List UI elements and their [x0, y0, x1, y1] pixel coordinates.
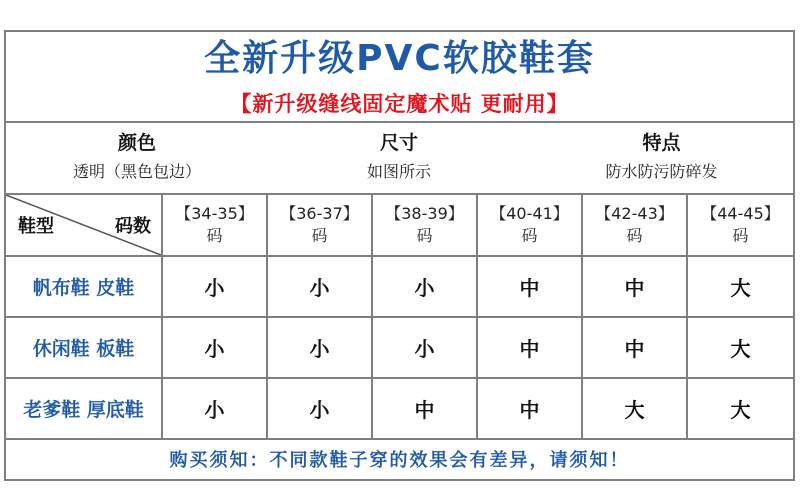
info-feature-value: 防水防污防碎发: [605, 162, 718, 181]
fit-cell: 中: [582, 256, 687, 317]
fit-cell: 中: [477, 317, 582, 378]
size-range: 【40-41】: [490, 204, 569, 223]
size-unit: 码: [416, 226, 433, 245]
table-row: [6, 317, 793, 378]
info-size: [268, 123, 530, 193]
fit-cell: 小: [162, 378, 267, 439]
info-feature: [530, 123, 793, 193]
info-size-value: 如图所示: [366, 162, 431, 181]
fit-cell: 小: [162, 317, 267, 378]
fit-cell: 中: [582, 317, 687, 378]
size-range: 【44-45】: [701, 204, 780, 223]
info-color: [6, 123, 268, 193]
fit-cell: 大: [687, 317, 793, 378]
size-header-cell: [372, 195, 477, 256]
fit-cell: 中: [477, 256, 582, 317]
fit-cell: 小: [267, 256, 372, 317]
size-unit: 码: [206, 226, 223, 245]
fit-cell: 小: [372, 256, 477, 317]
fit-cell: 大: [687, 378, 793, 439]
shoe-type-label: 帆布鞋 皮鞋: [32, 277, 135, 299]
fit-cell: 中: [372, 378, 477, 439]
fit-cell: 大: [582, 378, 687, 439]
sizing-chart-frame: [4, 30, 795, 481]
info-feature-heading: 特点: [642, 132, 681, 154]
corner-size-label: 码数: [115, 216, 151, 237]
fit-cell: 中: [477, 378, 582, 439]
sub-title: 【新升级缝线固定魔术贴 更耐用】: [230, 91, 569, 116]
fit-cell: 小: [162, 256, 267, 317]
table-row: [6, 378, 793, 439]
fit-cell: 小: [267, 317, 372, 378]
size-range: 【36-37】: [280, 204, 359, 223]
title-section: [6, 32, 793, 123]
shoe-type-cell: [6, 317, 162, 378]
info-size-heading: 尺寸: [379, 132, 418, 154]
size-header-row: [6, 195, 793, 256]
size-header-cell: [687, 195, 793, 256]
size-header-cell: [477, 195, 582, 256]
main-title: 全新升级PVC软胶鞋套: [204, 38, 595, 79]
size-header-cell: [267, 195, 372, 256]
size-unit: 码: [521, 226, 538, 245]
fit-cell: 小: [267, 378, 372, 439]
size-range: 【42-43】: [595, 204, 674, 223]
fit-cell: 大: [687, 256, 793, 317]
size-unit: 码: [311, 226, 328, 245]
table-row: [6, 256, 793, 317]
shoe-type-label: 休闲鞋 板鞋: [32, 338, 135, 360]
info-color-value: 透明（黑色包边）: [72, 162, 201, 181]
size-range: 【34-35】: [175, 204, 254, 223]
shoe-type-label: 老爹鞋 厚底鞋: [23, 399, 144, 421]
size-unit: 码: [732, 226, 749, 245]
corner-shoe-type-label: 鞋型: [18, 216, 54, 237]
fit-cell: 小: [372, 317, 477, 378]
info-color-heading: 颜色: [117, 132, 156, 154]
size-range: 【38-39】: [385, 204, 464, 223]
shoe-type-cell: [6, 256, 162, 317]
size-header-cell: [162, 195, 267, 256]
size-grid: [6, 195, 793, 440]
shoe-type-cell: [6, 378, 162, 439]
corner-cell: [6, 195, 162, 256]
purchase-notice: 购买须知：不同款鞋子穿的效果会有差异，请须知！: [169, 450, 630, 471]
info-row: [6, 123, 793, 195]
size-unit: 码: [626, 226, 643, 245]
size-header-cell: [582, 195, 687, 256]
